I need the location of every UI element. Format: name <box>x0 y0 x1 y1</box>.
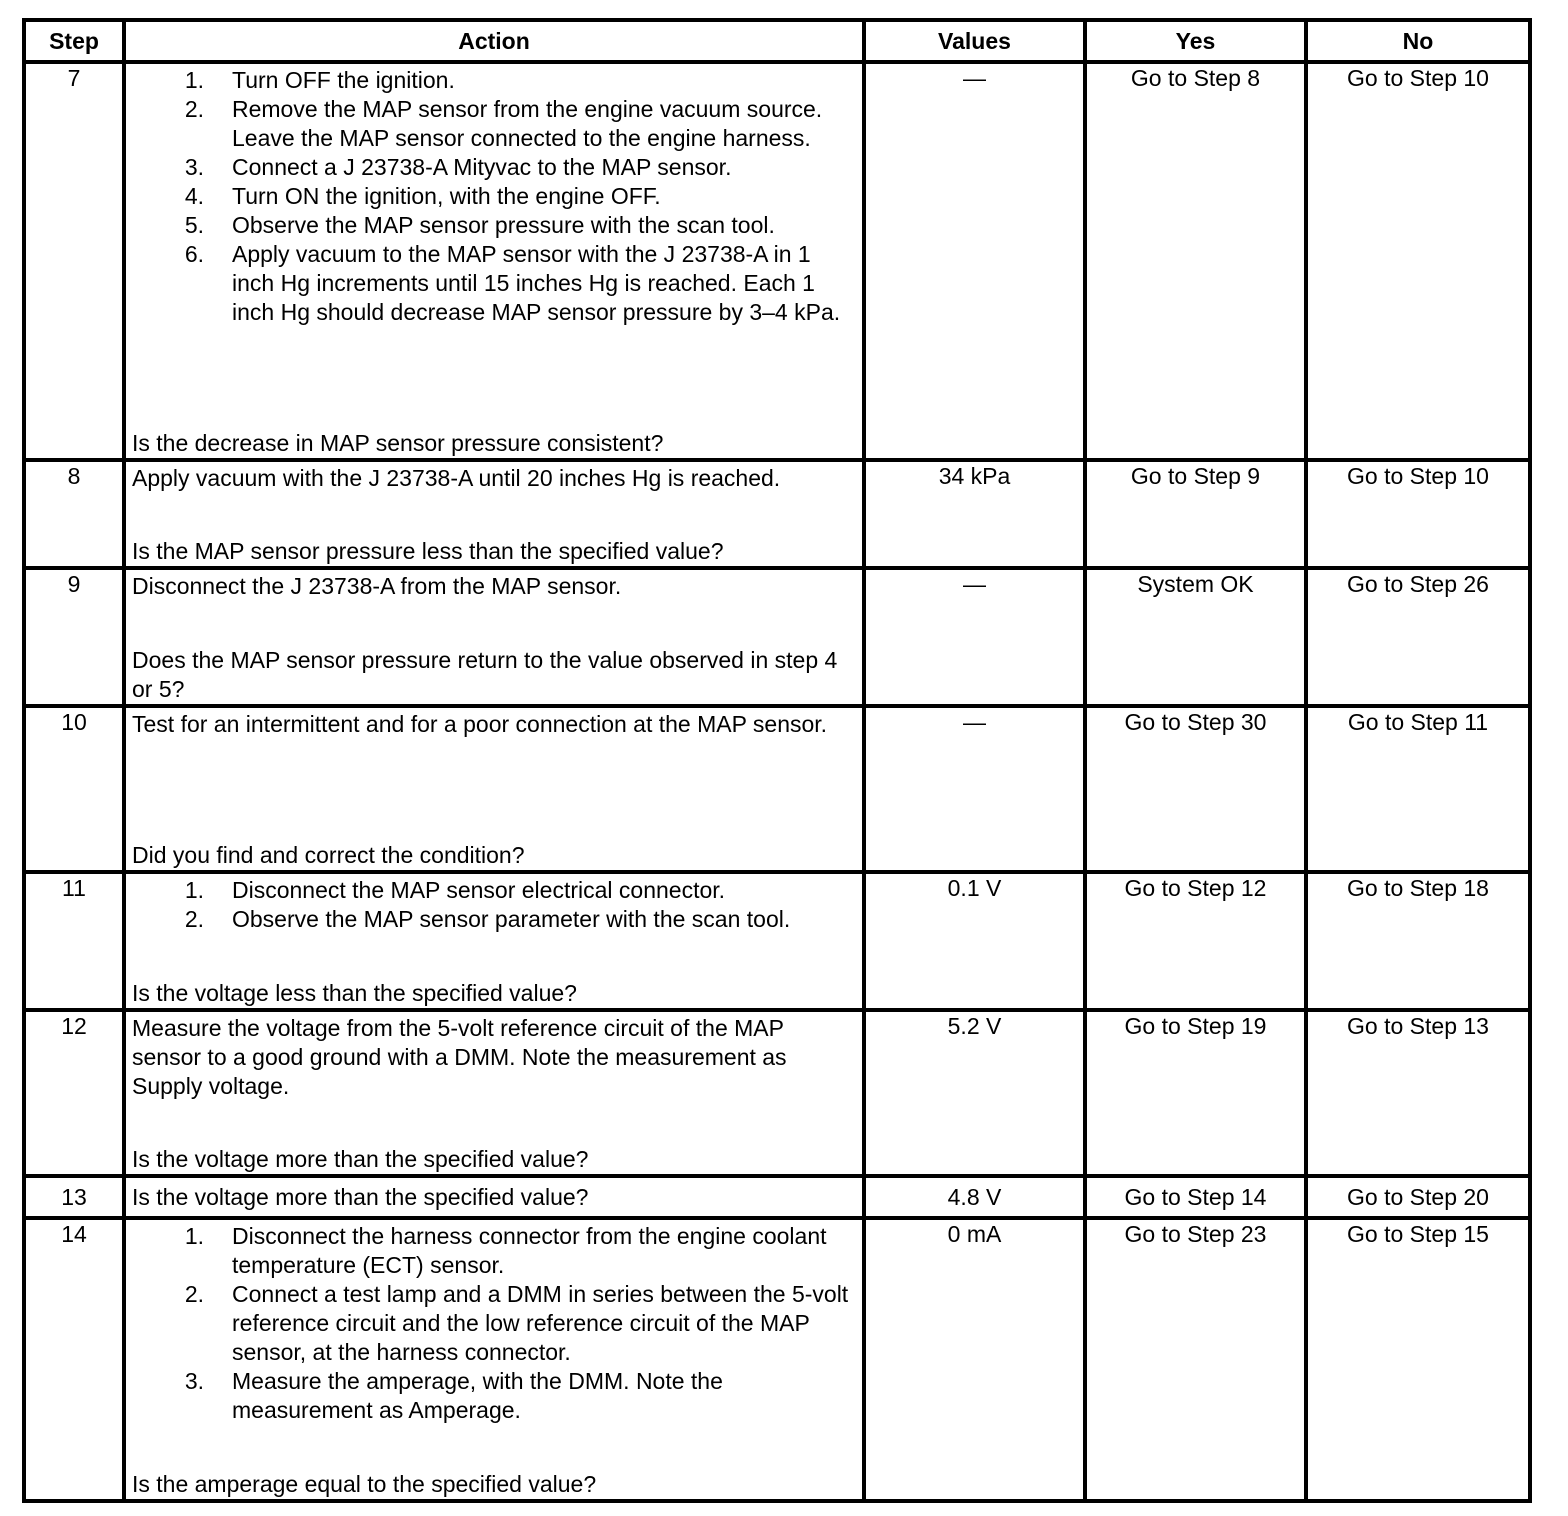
item-text: Disconnect the harness connector from the engine coolant temperature (ECT) sensor. <box>232 1223 827 1278</box>
item-number: 2. <box>184 906 204 932</box>
table-row <box>24 62 1530 460</box>
spec-value: — <box>864 706 1085 872</box>
step-number: 12 <box>24 1010 124 1176</box>
no-outcome: Go to Step 20 <box>1306 1176 1530 1218</box>
header-values: Values <box>864 20 1085 62</box>
list-item <box>132 240 856 327</box>
action-cell <box>124 62 864 460</box>
table-row <box>24 872 1530 1010</box>
spec-value: 0.1 V <box>864 872 1085 1010</box>
item-number: 1. <box>184 877 204 903</box>
item-number: 3. <box>184 1368 204 1394</box>
table-row <box>24 1218 1530 1501</box>
item-text: Connect a J 23738-A Mityvac to the MAP sensor. <box>232 154 732 180</box>
list-item <box>132 66 856 95</box>
item-text: Turn ON the ignition, with the engine OFF. <box>232 183 661 209</box>
header-action: Action <box>124 20 864 62</box>
action-text: Disconnect the J 23738-A from the MAP sensor. <box>132 573 622 599</box>
action-text: Test for an intermittent and for a poor connection at the MAP sensor. <box>132 711 828 737</box>
no-outcome: Go to Step 13 <box>1306 1010 1530 1176</box>
step-number: 13 <box>24 1176 124 1218</box>
item-text: Observe the MAP sensor parameter with the scan tool. <box>232 906 791 932</box>
action-text: Apply vacuum with the J 23738-A until 20 inches Hg is reached. <box>132 465 781 491</box>
step-number: 7 <box>24 62 124 460</box>
no-outcome: Go to Step 15 <box>1306 1218 1530 1501</box>
item-text: Connect a test lamp and a DMM in series between the 5-volt reference circuit and the low reference circuit of the MAP sensor, at the harness connector. <box>232 1281 849 1365</box>
table-row <box>24 568 1530 706</box>
list-item <box>132 1367 856 1425</box>
table-row <box>24 1176 1530 1218</box>
action-cell <box>124 460 864 568</box>
item-text: Turn OFF the ignition. <box>232 67 455 93</box>
list-item <box>132 211 856 240</box>
spec-value: 4.8 V <box>864 1176 1085 1218</box>
yes-outcome: Go to Step 14 <box>1085 1176 1306 1218</box>
action-cell <box>124 1218 864 1501</box>
spec-value: 34 kPa <box>864 460 1085 568</box>
list-item <box>132 182 856 211</box>
yes-outcome: System OK <box>1085 568 1306 706</box>
action-question: Did you find and correct the condition? <box>132 842 525 868</box>
action-cell <box>124 568 864 706</box>
no-outcome: Go to Step 18 <box>1306 872 1530 1010</box>
spec-value: 5.2 V <box>864 1010 1085 1176</box>
no-outcome: Go to Step 11 <box>1306 706 1530 872</box>
table-row <box>24 460 1530 568</box>
diagnostic-table <box>22 18 1532 1503</box>
item-number: 2. <box>184 1281 204 1307</box>
item-number: 3. <box>184 154 204 180</box>
header-row <box>24 20 1530 62</box>
item-text: Remove the MAP sensor from the engine vacuum source. Leave the MAP sensor connected to the engine harness. <box>232 96 823 151</box>
action-question: Is the voltage less than the specified value? <box>132 980 577 1006</box>
item-number: 1. <box>184 1223 204 1249</box>
action-cell <box>124 706 864 872</box>
yes-outcome: Go to Step 9 <box>1085 460 1306 568</box>
step-number: 9 <box>24 568 124 706</box>
list-item <box>132 153 856 182</box>
header-step: Step <box>24 20 124 62</box>
action-steps-list <box>132 1222 856 1425</box>
action-question: Is the voltage more than the specified value? <box>124 1176 864 1218</box>
item-number: 4. <box>184 183 204 209</box>
no-outcome: Go to Step 10 <box>1306 62 1530 460</box>
item-text: Disconnect the MAP sensor electrical connector. <box>232 877 726 903</box>
item-number: 2. <box>184 96 204 122</box>
action-question: Is the amperage equal to the specified value? <box>132 1471 597 1497</box>
table-row <box>24 706 1530 872</box>
item-text: Apply vacuum to the MAP sensor with the J 23738-A in 1 inch Hg increments until 15 inches Hg is reached. Each 1 inch Hg should decrease MAP sensor pressure by 3–4 kPa. <box>232 241 841 325</box>
yes-outcome: Go to Step 12 <box>1085 872 1306 1010</box>
step-number: 8 <box>24 460 124 568</box>
step-number: 10 <box>24 706 124 872</box>
spec-value: 0 mA <box>864 1218 1085 1501</box>
action-question: Is the decrease in MAP sensor pressure consistent? <box>132 430 664 456</box>
list-item <box>132 95 856 153</box>
table-row <box>24 1010 1530 1176</box>
step-number: 14 <box>24 1218 124 1501</box>
action-text: Measure the voltage from the 5-volt reference circuit of the MAP sensor to a good ground with a DMM. Note the measurement as Supply voltage. <box>132 1015 787 1099</box>
action-steps-list <box>132 66 856 327</box>
action-cell <box>124 1010 864 1176</box>
spec-value: — <box>864 568 1085 706</box>
spec-value: — <box>864 62 1085 460</box>
list-item <box>132 905 856 934</box>
action-question: Is the voltage more than the specified value? <box>132 1146 589 1172</box>
action-question: Does the MAP sensor pressure return to the value observed in step 4 or 5? <box>132 647 838 702</box>
item-number: 5. <box>184 212 204 238</box>
list-item <box>132 876 856 905</box>
header-no: No <box>1306 20 1530 62</box>
yes-outcome: Go to Step 19 <box>1085 1010 1306 1176</box>
yes-outcome: Go to Step 23 <box>1085 1218 1306 1501</box>
header-yes: Yes <box>1085 20 1306 62</box>
yes-outcome: Go to Step 8 <box>1085 62 1306 460</box>
step-number: 11 <box>24 872 124 1010</box>
action-steps-list <box>132 876 856 934</box>
action-cell <box>124 872 864 1010</box>
list-item <box>132 1222 856 1280</box>
action-question: Is the MAP sensor pressure less than the specified value? <box>132 538 724 564</box>
item-text: Measure the amperage, with the DMM. Note the measurement as Amperage. <box>232 1368 723 1423</box>
item-text: Observe the MAP sensor pressure with the scan tool. <box>232 212 775 238</box>
item-number: 6. <box>184 241 204 267</box>
no-outcome: Go to Step 26 <box>1306 568 1530 706</box>
item-number: 1. <box>184 67 204 93</box>
yes-outcome: Go to Step 30 <box>1085 706 1306 872</box>
no-outcome: Go to Step 10 <box>1306 460 1530 568</box>
list-item <box>132 1280 856 1367</box>
